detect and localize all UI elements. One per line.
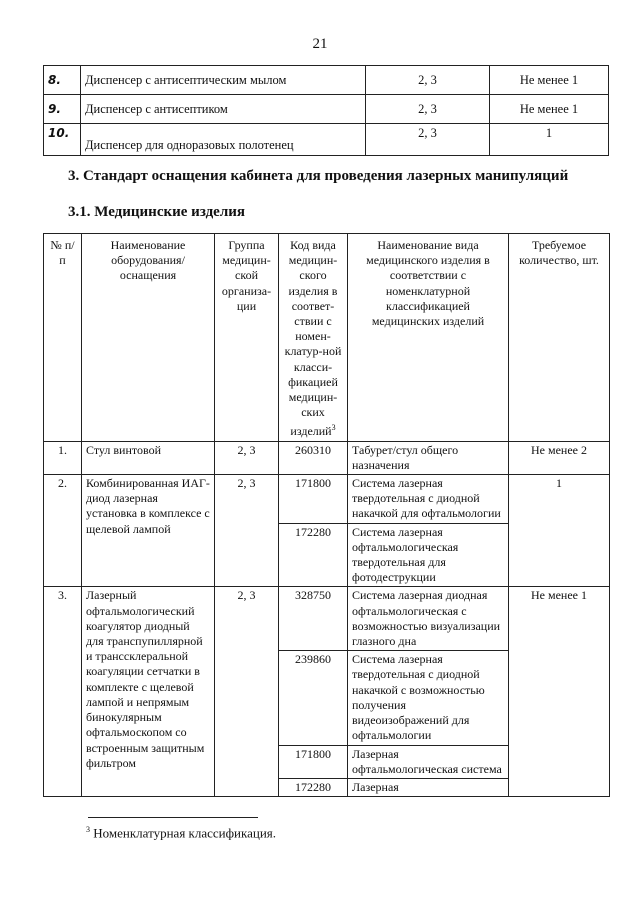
row-code: 172280 — [279, 523, 348, 587]
row-equipment: Стул винтовой — [82, 441, 215, 474]
row-code: 260310 — [279, 441, 348, 474]
row-code: 328750 — [279, 587, 348, 651]
row-kind: Лазерная офтальмологическая система — [348, 745, 509, 778]
footnote-text: Номенклатурная классификация. — [90, 825, 277, 841]
table-row — [44, 66, 609, 95]
row-number: 3. — [44, 587, 82, 797]
row-number: 2. — [44, 475, 82, 587]
section-title: 3. Стандарт оснащения кабинета для проведения лазерных манипуляций — [68, 168, 569, 184]
row-equipment: Лазерный офтальмологический коагулятор диодный для транспупиллярной и транссклеральной коагуляции сетчатки в комплекте с щелевой лампой и непрямым бинокулярным офтальмоскопом со встроенным защитным фильтром — [82, 587, 215, 797]
item-name: Диспенсер с антисептиком — [81, 95, 366, 124]
item-number: 9. — [44, 95, 81, 124]
footnote-divider — [88, 817, 258, 818]
row-kind: Табурет/стул общего назначения — [348, 441, 509, 474]
row-quantity: 1 — [509, 475, 610, 587]
footnote — [86, 825, 276, 841]
header-code-text: Код вида медицин-ского изделия в соответ-ствии с номен-клатур-ной класси-фикацией медицин-ских изделий — [284, 238, 342, 439]
header-kind: Наименование вида медицинского изделия в соответствии с номенклатурной классификацией медицинских изделий — [348, 234, 509, 442]
table-header-row — [44, 234, 610, 442]
row-equipment: Комбинированная ИАГ-диод лазерная установка в комплексе с щелевой лампой — [82, 475, 215, 587]
table-row — [44, 587, 610, 651]
footnote-ref: 3 — [331, 423, 336, 433]
row-kind: Система лазерная офтальмологическая твердотельная для фотодеструкции — [348, 523, 509, 587]
header-group: Группа медицин-ской организа-ции — [215, 234, 279, 442]
row-number: 1. — [44, 441, 82, 474]
item-quantity: 1 — [490, 124, 609, 156]
row-code: 172280 — [279, 778, 348, 796]
row-code: 239860 — [279, 651, 348, 745]
table-row — [44, 475, 610, 524]
row-kind: Система лазерная диодная офтальмологическая с возможностью визуализации глазного дна — [348, 587, 509, 651]
item-group: 2, 3 — [366, 95, 490, 124]
row-kind: Система лазерная твердотельная с диодной накачкой с возможностью получения видеоизображений для офтальмологии — [348, 651, 509, 745]
previous-items-table — [43, 65, 609, 156]
page-number: 21 — [312, 36, 328, 52]
item-quantity: Не менее 1 — [490, 95, 609, 124]
row-quantity: Не менее 1 — [509, 587, 610, 797]
row-code: 171800 — [279, 475, 348, 524]
row-group: 2, 3 — [215, 441, 279, 474]
header-equipment: Наименование оборудования/ оснащения — [82, 234, 215, 442]
item-name: Диспенсер для одноразовых полотенец — [81, 124, 366, 156]
item-number: 10. — [44, 124, 81, 156]
table-row — [44, 124, 609, 156]
subsection-title: 3.1. Медицинские изделия — [68, 204, 245, 220]
header-number: № п/п — [44, 234, 82, 442]
item-group: 2, 3 — [366, 124, 490, 156]
table-row — [44, 95, 609, 124]
item-quantity: Не менее 1 — [490, 66, 609, 95]
footnote-mark: 3 — [86, 825, 90, 834]
row-code: 171800 — [279, 745, 348, 778]
row-kind: Система лазерная твердотельная с диодной накачкой для офтальмологии — [348, 475, 509, 524]
medical-devices-table — [43, 233, 610, 797]
table-row — [44, 441, 610, 474]
row-kind: Лазерная — [348, 778, 509, 796]
header-quantity: Требуемое количество, шт. — [509, 234, 610, 442]
row-quantity: Не менее 2 — [509, 441, 610, 474]
header-code — [279, 234, 348, 442]
row-group: 2, 3 — [215, 587, 279, 797]
item-group: 2, 3 — [366, 66, 490, 95]
item-number: 8. — [44, 66, 81, 95]
row-group: 2, 3 — [215, 475, 279, 587]
item-name: Диспенсер с антисептическим мылом — [81, 66, 366, 95]
